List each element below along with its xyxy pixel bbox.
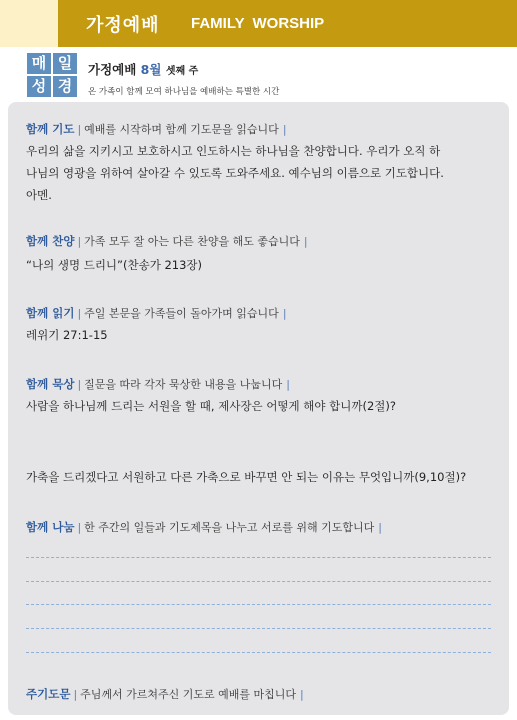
logo-char: 성 <box>27 76 51 97</box>
prayer-instruction: 예배를 시작하며 함께 기도문을 읽습니다 <box>84 123 279 136</box>
prayer-line: 우리의 삶을 지키시고 보호하시고 인도하시는 하나님을 찬양합니다. 우리가 오직 하 <box>26 144 441 158</box>
logo-char: 매 <box>27 53 51 74</box>
meditation-question-1: 사람을 하나님께 드리는 서원을 할 때, 제사장은 어떻게 해야 합니까(2절)? <box>26 399 396 413</box>
subheader-name: 가정예배 <box>88 62 137 77</box>
writing-line <box>26 557 491 558</box>
logo-char: 경 <box>53 76 77 97</box>
worship-panel <box>8 102 509 715</box>
sharing-title: 함께 나눔 <box>26 520 75 534</box>
meditation-heading: 함께 묵상 | 질문을 따라 각자 묵상한 내용을 나눕니다 | <box>26 377 291 391</box>
logo-char: 일 <box>53 53 77 74</box>
prayer-title: 함께 기도 <box>26 122 75 136</box>
praise-instruction: 가족 모두 잘 아는 다른 찬양을 해도 좋습니다 <box>84 235 300 248</box>
header-title-english: FAMILY WORSHIP <box>191 15 325 32</box>
daily-bible-logo <box>27 53 77 97</box>
subheader-month: 8월 <box>140 62 162 77</box>
prayer-heading: 함께 기도 | 예배를 시작하며 함께 기도문을 읽습니다 | <box>26 122 287 136</box>
writing-line <box>26 604 491 605</box>
sharing-heading: 함께 나눔 | 한 주간의 일들과 기도제목을 나누고 서로를 위해 기도합니다 | <box>26 520 383 534</box>
header-tab <box>0 0 58 47</box>
praise-heading: 함께 찬양 | 가족 모두 잘 아는 다른 찬양을 해도 좋습니다 | <box>26 234 308 248</box>
reading-instruction: 주일 본문을 가족들이 돌아가며 읽습니다 <box>84 307 279 320</box>
writing-line <box>26 628 491 629</box>
praise-title: 함께 찬양 <box>26 234 75 248</box>
page-header <box>0 0 517 47</box>
prayer-line: 나님의 영광을 위하여 살아갈 수 있도록 도와주세요. 예수님의 이름으로 기도합니다. <box>26 166 444 180</box>
reading-heading: 함께 읽기 | 주일 본문을 가족들이 돌아가며 읽습니다 | <box>26 306 287 320</box>
header-title-korean: 가정예배 <box>86 15 160 36</box>
praise-text: “나의 생명 드리니”(찬송가 213장) <box>26 258 203 272</box>
writing-line <box>26 652 491 653</box>
closing-heading: 주기도문 | 주님께서 가르쳐주신 기도로 예배를 마칩니다 | <box>26 687 304 701</box>
prayer-text <box>26 140 444 206</box>
closing-instruction: 주님께서 가르쳐주신 기도로 예배를 마칩니다 <box>80 688 297 701</box>
meditation-question-2: 가축을 드리겠다고 서원하고 다른 가축으로 바꾸면 안 되는 이유는 무엇입니까(9,10절)? <box>26 470 467 484</box>
subheader-description: 온 가족이 함께 모여 하나님을 예배하는 특별한 시간 <box>88 87 280 97</box>
subheader-title <box>88 60 198 78</box>
closing-title: 주기도문 <box>26 687 71 701</box>
sharing-instruction: 한 주간의 일들과 기도제목을 나누고 서로를 위해 기도합니다 <box>84 521 375 534</box>
meditation-title: 함께 묵상 <box>26 377 75 391</box>
prayer-line: 아멘. <box>26 188 52 202</box>
reading-text: 레위기 27:1-15 <box>26 328 108 342</box>
reading-title: 함께 읽기 <box>26 306 75 320</box>
subheader-week: 셋째 주 <box>165 66 199 77</box>
writing-line <box>26 581 491 582</box>
meditation-instruction: 질문을 따라 각자 묵상한 내용을 나눕니다 <box>84 378 283 391</box>
